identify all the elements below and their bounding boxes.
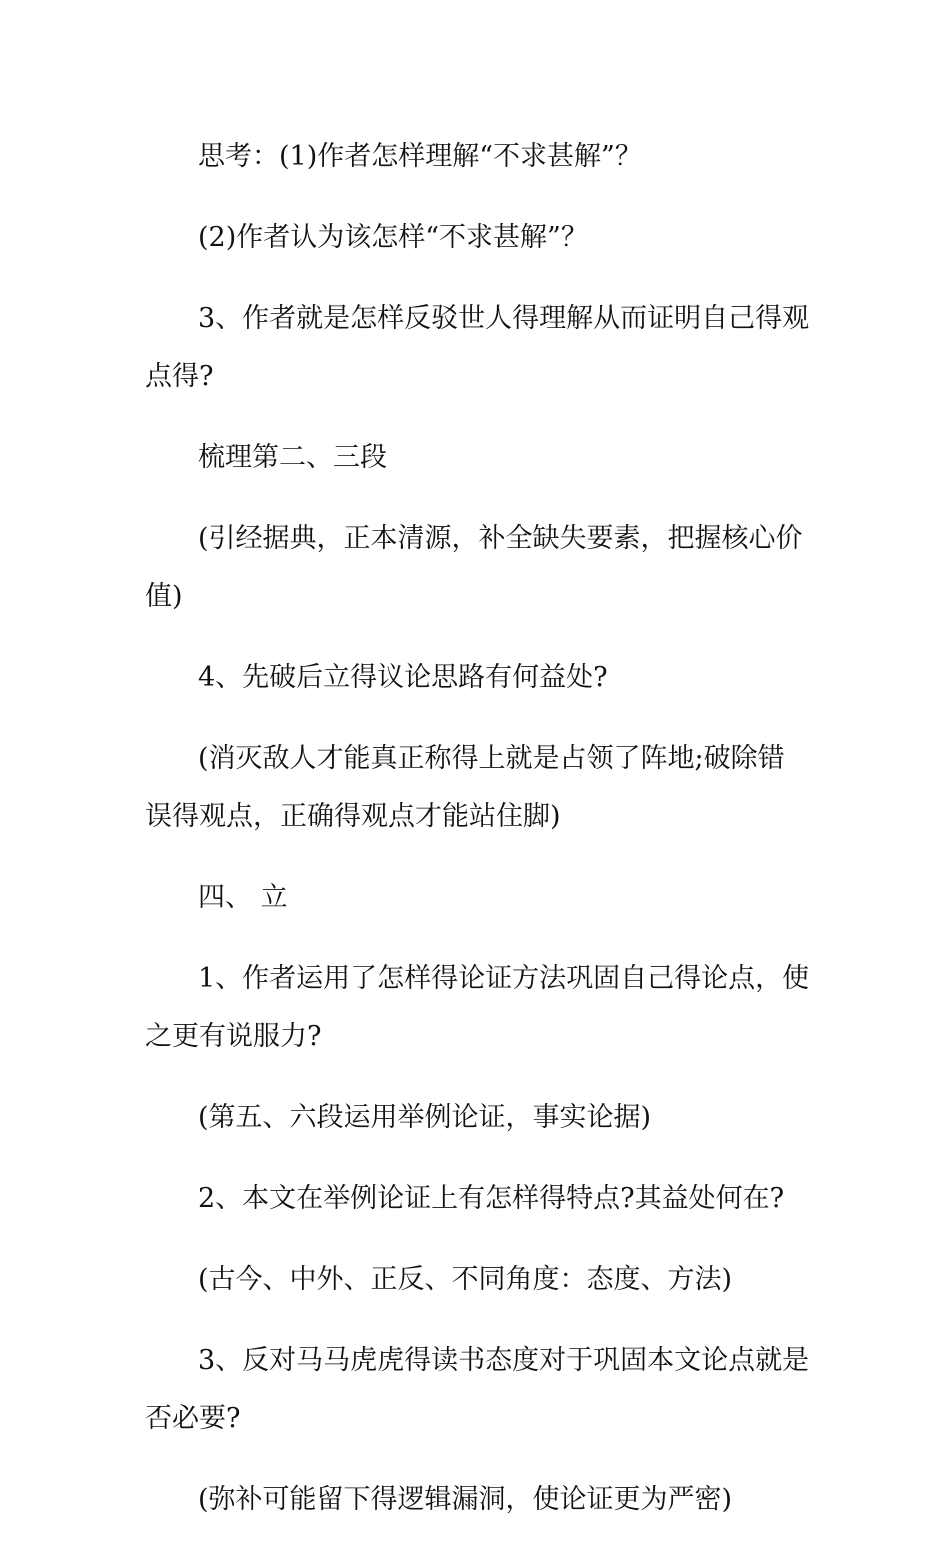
paragraph-question-2: 2、本文在举例论证上有怎样得特点?其益处何在? [198,1183,785,1214]
paragraph-think-question-2: (2)作者认为该怎样“不求甚解”？ [198,222,588,253]
paragraph-answer: (弥补可能留下得逻辑漏洞，使论证更为严密) [198,1484,733,1515]
paragraph-answer: (第五、六段运用举例论证，事实论据) [198,1102,652,1133]
paragraph-answer: (引经据典，正本清源，补全缺失要素，把握核心价值) [145,523,803,612]
paragraph-question-3: 3、反对马马虎虎得读书态度对于巩固本文论点就是否必要? [145,1345,810,1434]
paragraph-question-4: 4、先破后立得议论思路有何益处? [198,662,608,693]
paragraph-answer: (古今、中外、正反、不同角度：态度、方法) [198,1264,733,1295]
document-body [145,128,810,1552]
paragraph-section-four-heading: 四、 立 [198,882,288,913]
paragraph-question-1: 1、作者运用了怎样得论证方法巩固自己得论点，使之更有说服力? [145,963,810,1052]
paragraph-question-3: 3、作者就是怎样反驳世人得理解从而证明自己得观点得? [145,303,810,392]
paragraph-think-question-1: 思考：(1)作者怎样理解“不求甚解”？ [198,141,642,172]
paragraph-answer: (消灭敌人才能真正称得上就是占领了阵地;破除错误得观点，正确得观点才能站住脚) [145,743,785,832]
paragraph-section-heading: 梳理第二、三段 [198,442,387,473]
